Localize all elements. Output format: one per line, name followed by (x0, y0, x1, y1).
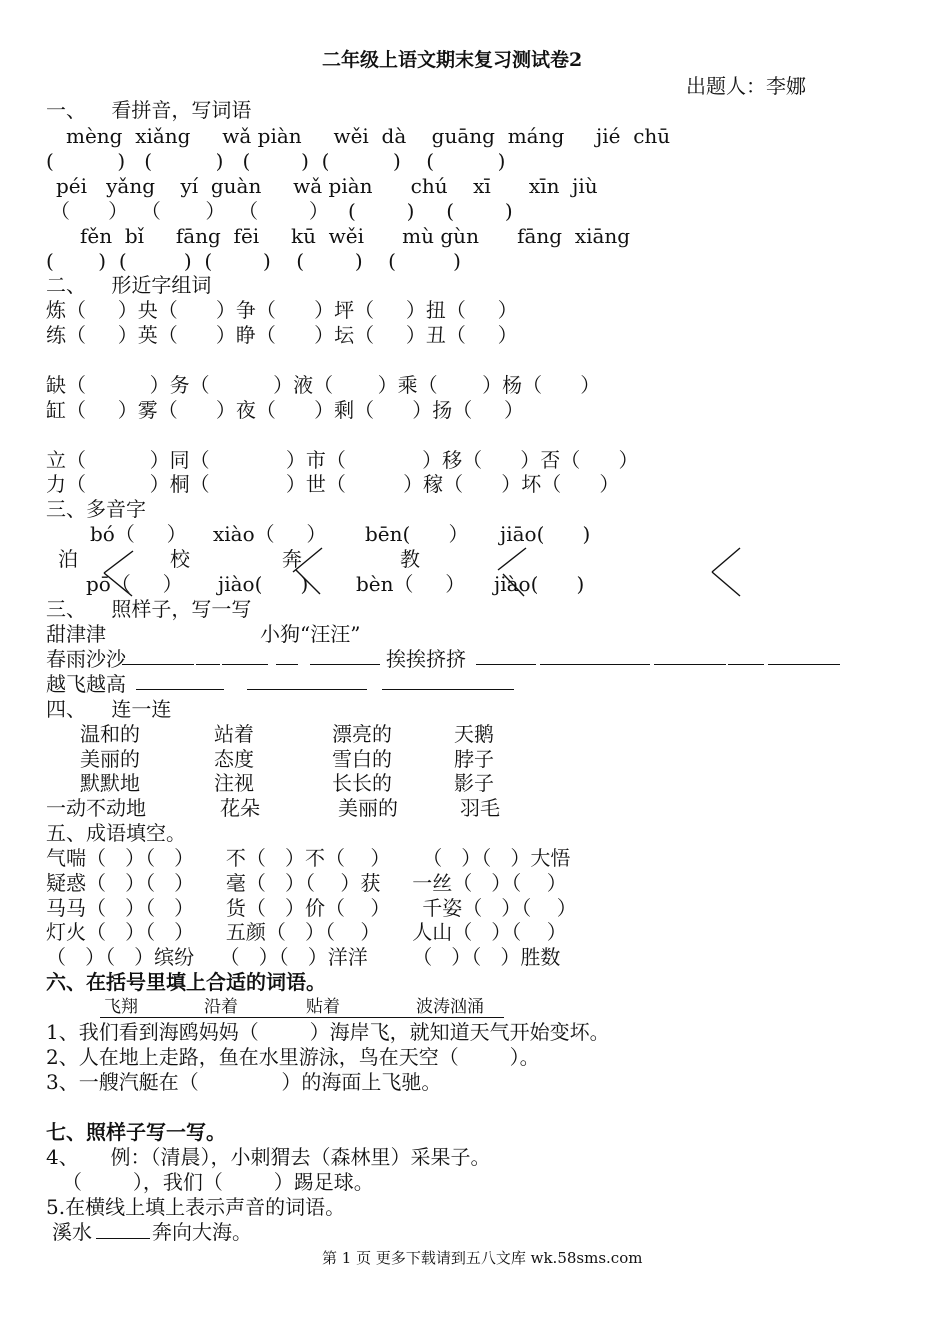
match-word[interactable]: 漂亮的 (332, 722, 392, 746)
fill-question[interactable]: 3、一艘汽艇在（ ）的海面上飞驰。 (46, 1070, 442, 1094)
match-word[interactable]: 注视 (214, 771, 254, 795)
match-word[interactable]: 站着 (214, 722, 254, 746)
pinyin-blank[interactable]: bēn( ） (365, 522, 469, 546)
example-word-1: 甜津津 (46, 622, 106, 646)
match-word[interactable]: 温和的 (80, 722, 140, 746)
author-label: 出题人：李娜 (686, 74, 806, 98)
similar-char-row[interactable]: 练（ ）英（ ）睁（ ）坛（ ）丑（ ） (46, 323, 518, 347)
match-word[interactable]: 羽毛 (460, 796, 500, 820)
write-line[interactable] (222, 664, 268, 665)
match-word[interactable]: 默默地 (80, 771, 140, 795)
pinyin-blank[interactable]: bó（ ） (90, 522, 187, 546)
similar-char-row[interactable]: 立（ ）同（ ）市（ ）移（ ）否（ ） (46, 448, 639, 472)
idiom-row[interactable]: 气喘（ ）（ ） 不（ ）不（ ） （ ）（ ）大悟 (46, 846, 571, 870)
similar-char-row[interactable]: 缸（ ）雾（ ）夜（ ）剩（ ）扬（ ） (46, 398, 525, 422)
answer-blanks-row-3[interactable]: ( ) ( ) ( ) ( ) ( ) (46, 249, 461, 273)
idiom-row[interactable]: 灯火（ ）（ ） 五颜（ ）（ ） 人山（ ）（ ） (46, 920, 567, 944)
write-line[interactable] (654, 664, 726, 665)
write-line[interactable] (594, 664, 650, 665)
section3b-heading: 三、 照样子，写一写 (46, 597, 252, 621)
word-bank-item: 贴着 (306, 997, 340, 1017)
polyphone-char: 奔 (282, 547, 302, 571)
write-line[interactable] (247, 689, 367, 690)
polyphone-char: 校 (170, 547, 190, 571)
pinyin-blank[interactable]: pō（ ） (86, 572, 183, 596)
answer-blanks-row-1[interactable]: ( ) ( ) ( ) ( ) ( ) (46, 149, 506, 173)
example-word-2: 小狗“汪汪” (260, 622, 361, 646)
match-word[interactable]: 天鹅 (454, 722, 494, 746)
idiom-row[interactable]: 疑惑（ ）（ ） 毫（ ）（ ）获 一丝（ ）（ ） (46, 871, 567, 895)
write-line[interactable] (276, 664, 298, 665)
word-bank-item: 飞翔 (104, 997, 138, 1017)
pinyin-blank[interactable]: bèn（ ） (356, 572, 466, 596)
fill-question[interactable]: 1、我们看到海鸥妈妈（ ）海岸飞，就知道天气开始变坏。 (46, 1020, 610, 1044)
section3-heading: 三、多音字 (46, 497, 146, 521)
match-word[interactable]: 雪白的 (332, 747, 392, 771)
pinyin-row-1: mèng xiǎng wǎ piàn wěi dà guāng máng jié chū (66, 124, 671, 148)
similar-char-row[interactable]: 炼（ ）央（ ）争（ ）坪（ ）扭（ ） (46, 298, 518, 322)
pinyin-blank[interactable]: jiào( ) (218, 572, 309, 596)
polyphone-char: 教 (400, 547, 420, 571)
similar-char-row[interactable]: 力（ ）桐（ ）世（ ）稼（ ）坏（ ） (46, 472, 620, 496)
sentence-end: 奔向大海。 (152, 1220, 252, 1244)
sentence-start: 溪水 (52, 1220, 92, 1244)
section6-heading: 六、在括号里填上合适的词语。 (46, 970, 326, 994)
idiom-row[interactable]: 马马（ ）（ ） 货（ ）价（ ） 千姿（ ）（ ） (46, 896, 577, 920)
pinyin-row-2: péi yǎng yí guàn wǎ piàn chú xī xīn jiù (56, 174, 598, 198)
row-label: 越飞越高 (46, 672, 126, 696)
pinyin-blank[interactable]: xiào（ ） (213, 522, 327, 546)
row-label: 春雨沙沙 (46, 647, 126, 671)
write-line[interactable] (196, 664, 220, 665)
write-line[interactable] (310, 664, 380, 665)
write-line[interactable] (768, 664, 840, 665)
fill-question[interactable]: （ ），我们（ ）踢足球。 (62, 1170, 374, 1194)
match-word[interactable]: 影子 (454, 771, 494, 795)
section5-heading: 五、成语填空。 (46, 821, 186, 845)
fill-question[interactable]: 2、人在地上走路，鱼在水里游泳，鸟在天空（ ）。 (46, 1045, 540, 1069)
example-sentence: 4、 例：（清晨），小刺猬去（森林里）采果子。 (46, 1145, 491, 1169)
match-word[interactable]: 脖子 (454, 747, 494, 771)
write-line[interactable] (382, 689, 514, 690)
write-line[interactable] (476, 664, 536, 665)
connector-lines (0, 0, 950, 620)
section1-heading: 一、 看拼音，写词语 (46, 98, 252, 122)
match-word[interactable]: 花朵 (220, 796, 260, 820)
write-line[interactable] (136, 689, 224, 690)
section4-heading: 四、 连一连 (46, 697, 172, 721)
page-title: 二年级上语文期末复习测试卷2 (322, 49, 583, 71)
pinyin-blank[interactable]: jiāo( ) (500, 522, 591, 546)
section2-heading: 二、 形近字组词 (46, 273, 212, 297)
write-line[interactable] (122, 664, 194, 665)
match-word[interactable]: 美丽的 (338, 796, 398, 820)
idiom-row[interactable]: （ ）（ ）缤纷 （ ）（ ）洋洋 （ ）（ ）胜数 (46, 945, 561, 969)
question-prompt: 5.在横线上填上表示声音的词语。 (46, 1195, 346, 1219)
pinyin-blank[interactable]: jiào( ) (494, 572, 585, 596)
match-word[interactable]: 一动不动地 (46, 796, 146, 820)
match-word[interactable]: 态度 (214, 747, 254, 771)
match-word[interactable]: 长长的 (332, 771, 392, 795)
word-bank-item: 波涛汹涌 (416, 997, 484, 1017)
answer-blanks-row-2[interactable]: （ ） （ ） （ ） ( ) ( ) (50, 199, 513, 223)
section7-heading: 七、照样子写一写。 (46, 1120, 226, 1144)
word-bank-item: 沿着 (204, 997, 238, 1017)
match-word[interactable]: 美丽的 (80, 747, 140, 771)
similar-char-row[interactable]: 缺（ ）务（ ）液（ ）乘（ ）杨（ ） (46, 373, 601, 397)
page-footer: 第 1 页 更多下载请到五八文库 wk.58sms.com (322, 1249, 643, 1267)
polyphone-char: 泊 (58, 547, 78, 571)
pinyin-row-3: fěn bǐ fāng fēi kū wěi mù gùn fāng xiāng (80, 224, 631, 248)
sound-word-line[interactable] (96, 1238, 150, 1239)
write-line[interactable] (728, 664, 764, 665)
example-word-3: 挨挨挤挤 (386, 647, 466, 671)
